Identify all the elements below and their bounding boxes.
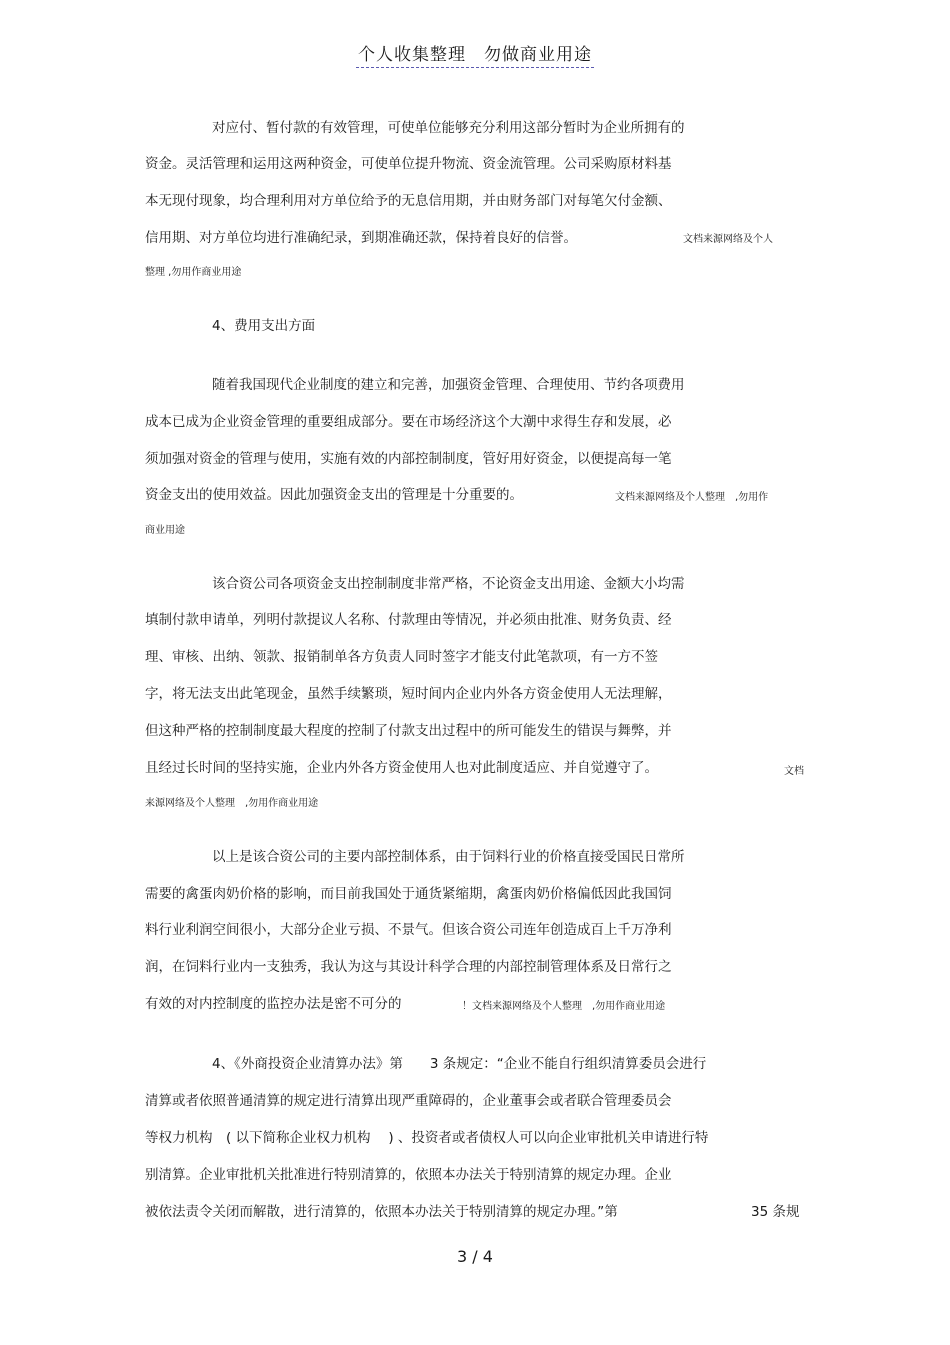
para5-line5-tail: 35 条规 bbox=[751, 1204, 800, 1220]
source-note-4: ！文档来源网络及个人整理 ,勿用作商业用途 bbox=[462, 1001, 666, 1012]
header-text: 个人收集整理 勿做商业用途 bbox=[356, 45, 594, 68]
para3-line5: 但这种严格的控制制度最大程度的控制了付款支出过程中的所可能发生的错误与舞弊，并 bbox=[145, 723, 672, 739]
source-note-1b: 整理 ,勿用作商业用途 bbox=[145, 267, 242, 278]
para5-line1: 4、《外商投资企业清算办法》第 3 条规定：“企业不能自行组织清算委员会进行 bbox=[212, 1056, 707, 1072]
para1-line3: 本无现付现象，均合理利用对方单位给予的无息信用期，并由财务部门对每笔欠付金额、 bbox=[145, 193, 672, 209]
para2-line3: 须加强对资金的管理与使用，实施有效的内部控制制度，管好用好资金，以便提高每一笔 bbox=[145, 451, 672, 467]
para4-line1: 以上是该合资公司的主要内部控制体系，由于饲料行业的价格直接受国民日常所 bbox=[212, 849, 685, 865]
para5-line5: 被依法责令关闭而解散，进行清算的，依照本办法关于特别清算的规定办理。”第 bbox=[145, 1204, 618, 1220]
source-note-3b: 来源网络及个人整理 ,勿用作商业用途 bbox=[145, 798, 319, 809]
para2-line1: 随着我国现代企业制度的建立和完善，加强资金管理、合理使用、节约各项费用 bbox=[212, 377, 685, 393]
section-heading-expenses: 4、费用支出方面 bbox=[212, 318, 316, 334]
source-note-3a: 文档 bbox=[784, 766, 804, 777]
para2-line4: 资金支出的使用效益。因此加强资金支出的管理是十分重要的。 bbox=[145, 487, 523, 503]
para1-line4 bbox=[145, 229, 577, 247]
para5-line2: 清算或者依照普通清算的规定进行清算出现严重障碍的，企业董事会或者联合管理委员会 bbox=[145, 1093, 672, 1109]
para3-line4: 字，将无法支出此笔现金，虽然手续繁琐，短时间内企业内外各方资金使用人无法理解， bbox=[145, 686, 672, 702]
para4-line2: 需要的禽蛋肉奶价格的影响，而目前我国处于通货紧缩期，禽蛋肉奶价格偏低因此我国饲 bbox=[145, 886, 672, 902]
para1-line1: 对应付、暂付款的有效管理，可使单位能够充分利用这部分暂时为企业所拥有的 bbox=[212, 120, 685, 136]
para3-line2: 填制付款申请单，列明付款提议人名称、付款理由等情况，并必须由批准、财务负责、经 bbox=[145, 612, 672, 628]
page-header bbox=[0, 40, 950, 65]
para2-line2: 成本已成为企业资金管理的重要组成部分。要在市场经济这个大潮中求得生存和发展，必 bbox=[145, 414, 672, 430]
para1-line2: 资金。灵活管理和运用这两种资金，可使单位提升物流、资金流管理。公司采购原材料基 bbox=[145, 156, 672, 172]
para3-line6: 且经过长时间的坚持实施，企业内外各方资金使用人也对此制度适应、并自觉遵守了。 bbox=[145, 760, 658, 776]
para3-line1: 该合资公司各项资金支出控制制度非常严格，不论资金支出用途、金额大小均需 bbox=[212, 576, 685, 592]
source-note-2a: 文档来源网络及个人整理 ,勿用作 bbox=[615, 492, 769, 503]
source-note-1a: 文档来源网络及个人 bbox=[683, 234, 773, 245]
source-note-2b: 商业用途 bbox=[145, 525, 185, 536]
para3-line3: 理、审核、出纳、领款、报销制单各方负责人同时签字才能支付此笔款项，有一方不签 bbox=[145, 649, 658, 665]
para4-line3: 料行业利润空间很小，大部分企业亏损、不景气。但该合资公司连年创造成百上千万净利 bbox=[145, 922, 672, 938]
para4-line5: 有效的对内控制度的监控办法是密不可分的 bbox=[145, 996, 402, 1012]
page-number: 3 / 4 bbox=[457, 1247, 493, 1266]
para5-line4: 别清算。企业审批机关批准进行特别清算的，依照本办法关于特别清算的规定办理。企业 bbox=[145, 1167, 672, 1183]
para5-line3: 等权力机构 ( 以下简称企业权力机构 ) 、投资者或者债权人可以向企业审批机关申请进行特 bbox=[145, 1130, 709, 1146]
para1-line4-text: 信用期、对方单位均进行准确纪录，到期准确还款，保持着良好的信誉。 bbox=[145, 230, 577, 246]
para4-line4: 润，在饲料行业内一支独秀，我认为这与其设计科学合理的内部控制管理体系及日常行之 bbox=[145, 959, 672, 975]
